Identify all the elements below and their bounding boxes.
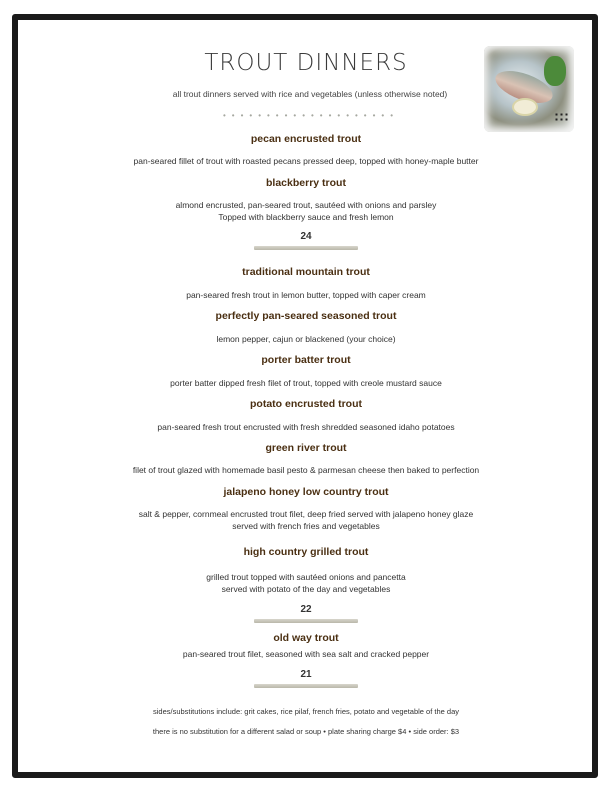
item-desc: lemon pepper, cajun or blackened (your choice) [216, 334, 396, 344]
divider-rule [254, 619, 358, 623]
menu-subtitle: all trout dinners served with rice and vegetables (unless otherwise noted) [172, 89, 448, 99]
item-desc: porter batter dipped fresh filet of trout, topped with creole mustard sauce [170, 378, 442, 388]
item-desc: served with french fries and vegetables [232, 521, 380, 531]
footer-policy: there is no substitution for a different salad or soup • plate sharing charge $4 • side order: $3 [152, 727, 460, 736]
item-desc: salt & pepper, cornmeal encrusted trout filet, deep fried served with jalapeno honey glaze [138, 509, 474, 519]
item-name: perfectly pan-seared seasoned trout [215, 310, 397, 322]
divider-rule [254, 684, 358, 688]
item-desc: served with potato of the day and vegetables [221, 584, 391, 594]
item-desc: pan-seared trout filet, seasoned with sea salt and cracked pepper [182, 649, 430, 659]
item-name: jalapeno honey low country trout [223, 486, 389, 498]
item-name: potato encrusted trout [250, 398, 362, 410]
item-desc: pan-seared fresh trout encrusted with fresh shredded seasoned idaho potatoes [157, 422, 455, 432]
item-name: traditional mountain trout [242, 266, 370, 278]
menu-title: TROUT DINNERS [204, 50, 408, 76]
price: 24 [300, 231, 312, 242]
item-desc: filet of trout glazed with homemade basil pesto & parmesan cheese then baked to perfection [132, 465, 480, 475]
peppercorn-icon [554, 112, 568, 122]
item-desc: pan-seared fresh trout in lemon butter, topped with caper cream [186, 290, 426, 300]
price: 22 [300, 604, 312, 615]
price: 21 [300, 669, 312, 680]
dot-divider: •••••••••••••••••••• [222, 111, 399, 120]
item-name: high country grilled trout [243, 546, 369, 558]
item-name: green river trout [265, 442, 347, 454]
item-name: pecan encrusted trout [250, 133, 362, 145]
item-desc: Topped with blackberry sauce and fresh lemon [218, 212, 394, 222]
footer-sides: sides/substitutions include: grit cakes, rice pilaf, french fries, potato and vegetable of the day [152, 707, 459, 716]
item-desc: almond encrusted, pan-seared trout, sautéed with onions and parsley [175, 200, 437, 210]
lemon-slice-icon [512, 98, 538, 116]
item-name: porter batter trout [261, 354, 351, 366]
item-desc: pan-seared fillet of trout with roasted pecans pressed deep, topped with honey-maple butter [133, 156, 479, 166]
item-desc: grilled trout topped with sautéed onions and pancetta [206, 572, 406, 582]
item-name: blackberry trout [266, 177, 346, 189]
item-name: old way trout [273, 632, 339, 644]
divider-rule [254, 246, 358, 250]
